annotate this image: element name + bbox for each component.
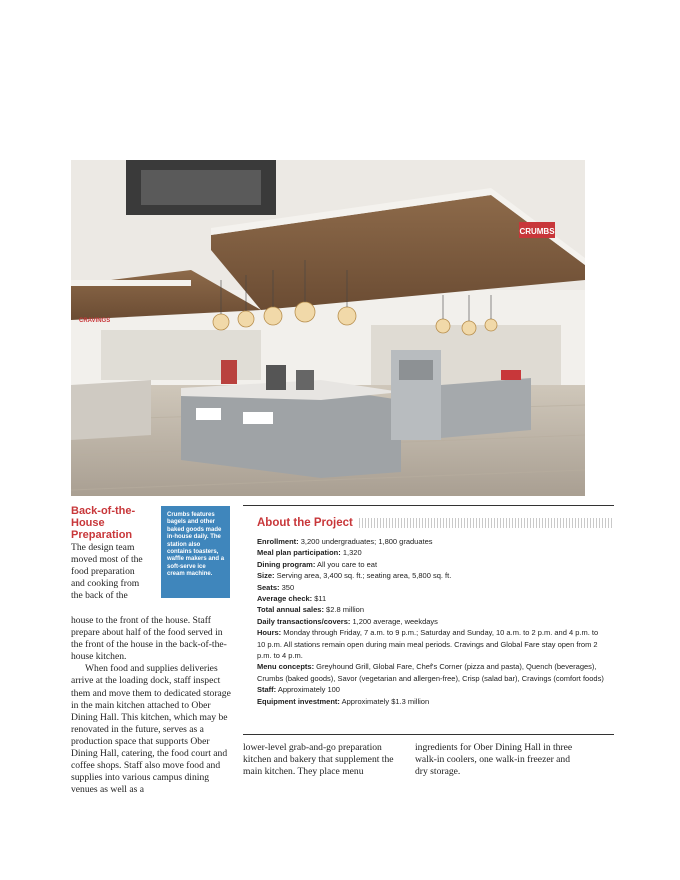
fact-item bbox=[257, 616, 607, 627]
fact-item bbox=[257, 696, 607, 707]
fact-value: Serving area, 3,400 sq. ft.; seating area, 5,800 sq. ft. bbox=[274, 571, 452, 581]
body-column-2: lower-level grab-and-go preparation kitchen and bakery that supplement the main kitchen. They place menu bbox=[243, 742, 394, 778]
fact-label: Seats: bbox=[257, 582, 280, 592]
body-line: moved most of the bbox=[71, 554, 143, 566]
fact-item bbox=[257, 570, 607, 581]
servery-illustration bbox=[71, 160, 585, 496]
fact-label: Daily transactions/covers: bbox=[257, 616, 351, 626]
fact-label: Enrollment: bbox=[257, 537, 299, 546]
fact-item bbox=[257, 582, 607, 593]
about-title-row bbox=[257, 516, 612, 530]
body-paragraph-1: house to the front of the house. Staff prepare about half of the food served in the front of the house in the back-of-the-house kitchen. bbox=[71, 615, 227, 663]
photo-caption-callout: Crumbs features bagels and other baked goods made in-house daily. The station also contains toasters, waffle makers and a soft-serve ice cream machine. bbox=[161, 506, 230, 598]
servery-photo bbox=[71, 160, 585, 496]
heading-line-1: Back-of-the- bbox=[71, 505, 136, 517]
fact-value: $11 bbox=[312, 594, 327, 604]
about-title: About the Project bbox=[257, 517, 353, 529]
about-project-panel bbox=[243, 505, 614, 735]
fact-value: Approximately 100 bbox=[276, 685, 340, 695]
fact-label: Equipment investment: bbox=[257, 696, 340, 706]
fact-value: 3,200 undergraduates; 1,800 graduates bbox=[298, 537, 433, 546]
decorative-rule bbox=[359, 518, 612, 528]
fact-label: Staff: bbox=[257, 685, 277, 695]
fact-value: 1,200 average, weekdays bbox=[350, 616, 438, 626]
facts-list bbox=[257, 536, 607, 707]
sign-left: CRAVINGS bbox=[79, 318, 111, 324]
fact-value: Approximately $1.3 million bbox=[339, 696, 430, 706]
fact-value: Monday through Friday, 7 a.m. to 9 p.m.; Saturday and Sunday, 10 a.m. to 2 p.m. and 4 p.m. to 10 p.m. All stations remain open during main meal periods. Cravings and Global Fare stay open from 2 p.m. to 4 p.m. bbox=[257, 628, 599, 661]
sign-right: CRUMBS bbox=[519, 227, 555, 236]
fact-item bbox=[257, 604, 607, 615]
fact-value: 1,320 bbox=[340, 548, 362, 558]
heading-line-3: Preparation bbox=[71, 529, 133, 541]
body-line: and cooking from bbox=[71, 578, 140, 590]
fact-label: Average check: bbox=[257, 594, 313, 604]
section-heading bbox=[71, 505, 161, 541]
body-column-3: ingredients for Ober Dining Hall in three walk-in coolers, one walk-in freezer and dry storage. bbox=[415, 742, 573, 778]
fact-label: Menu concepts: bbox=[257, 662, 315, 672]
fact-label: Size: bbox=[257, 571, 275, 581]
fact-label: Dining program: bbox=[257, 559, 316, 569]
fact-label: Hours: bbox=[257, 628, 282, 638]
body-paragraph-2: When food and supplies deliveries arrive at the loading dock, staff inspect them and move them to dedicated storage in the main kitchen attached to Ober Dining Hall. This kitchen, which may be renovated in the future, serves as a production space that supports Ober Dining Hall, catering, the food court and coffee shops. Staff also move food and supplies into various campus dining venues as well as a bbox=[71, 663, 231, 796]
fact-value: Greyhound Grill, Global Fare, Chef's Corner (pizza and pasta), Quench (beverages), Crumbs (baked goods), Savor (vegetarian and allergen-free), Crisp (salad bar), Cravings (comfort foods) bbox=[257, 662, 604, 683]
body-column-1 bbox=[71, 615, 235, 796]
fact-item bbox=[257, 536, 607, 547]
fact-value: 350 bbox=[279, 582, 295, 592]
body-intro bbox=[71, 542, 157, 602]
body-line: the back of the bbox=[71, 590, 128, 602]
fact-label: Meal plan participation: bbox=[257, 548, 341, 558]
fact-label: Total annual sales: bbox=[257, 605, 324, 615]
body-line: The design team bbox=[71, 542, 135, 553]
fact-value: All you care to eat bbox=[315, 559, 378, 569]
fact-item bbox=[257, 627, 607, 661]
fact-item bbox=[257, 661, 607, 684]
fact-item bbox=[257, 559, 607, 570]
fact-value: $2.8 million bbox=[323, 605, 364, 615]
fact-item bbox=[257, 547, 607, 558]
body-line: food preparation bbox=[71, 566, 135, 578]
heading-line-2: House bbox=[71, 517, 105, 529]
fact-item bbox=[257, 684, 607, 695]
fact-item bbox=[257, 593, 607, 604]
